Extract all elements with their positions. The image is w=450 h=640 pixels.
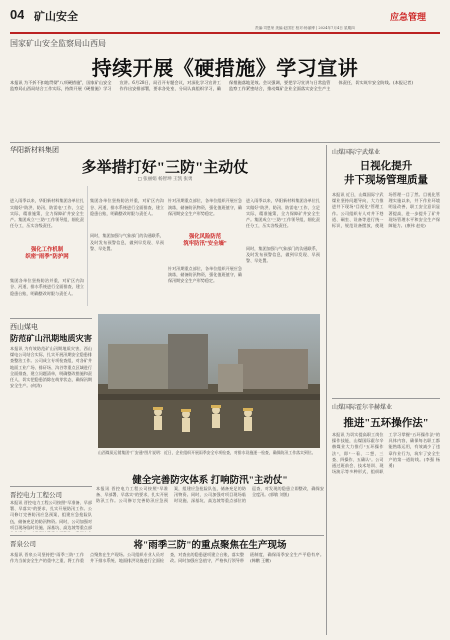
news-photo xyxy=(98,314,320,448)
right2-label: 山煤国际霍尔辛赫煤业 xyxy=(332,404,393,411)
huayang-col-2 xyxy=(90,186,164,306)
jinkong-body-left: 本报讯 晋控电力工程公司按照"早准备、早部署、早落实"的要求，扎实开展防汛工作。公司修订完善防汛应急预案，组建应急抢险队伍，储备充足的防汛物资。同时，公司加强对项目现场临时设施、深基坑、高边坡等重点部 xyxy=(10,500,92,530)
section-name: 应急管理 xyxy=(390,12,427,22)
divider xyxy=(10,318,92,319)
divider xyxy=(10,486,92,487)
huayang-col-4 xyxy=(246,186,320,306)
huayang-body-2b: 集团各单位坚持防治并重，对矿区内沟谷、河道、排水系统进行全面排查，建立隐患台账，明确整改时限与责任人。 xyxy=(90,198,164,216)
divider xyxy=(10,535,324,536)
huayang-subhead-1: 强化工作机制 织密"雨季"防护网 xyxy=(25,246,69,260)
photo-caption: 山西煤炭运销集团"广安通"图片说明：近日，企业组织开展雨季安全专项检查，对排水设施逐一检查，确保防汛工作落实到位。 xyxy=(98,450,316,455)
huayang-body-3: 针对汛期重点部位，各单位组织开展应急演练，储备防汛物资，强化值班值守，确保汛期安全生产形势稳定。 xyxy=(168,198,242,216)
jinkong-label: 晋控电力工程公司 xyxy=(10,491,62,499)
lead-body: 本报讯 为不折不扣地贯彻"八项硬措施"，国家矿山安全监察局山西局结合工作实际，持续开展《硬措施》学习宣讲。6月28日，局召开专题会议，对深化学习宣讲工作作出安排部署，要求各处室、分局认真组织学习，确保措施落地见效。会议强调，要把学习宣讲与日常监管监察工作紧密结合，推动煤矿企业全面落实安全生产主体责任，切实筑牢安全防线。(本报记者) xyxy=(10,80,413,92)
jinkong-body: 本报讯 晋控电力工程公司按照"早准备、早部署、早落实"的要求，扎实开展防汛工作。公司修订完善防汛应急预案，组建应急抢险队伍，储备充足的防汛物资。同时，公司加强对项目现场临时设施、深基坑、高边坡等重点部位的巡查，对发现的隐患立即整改，确保安全度汛。(郭敏 刘凯) xyxy=(96,486,324,504)
huayang-col-3 xyxy=(168,186,242,306)
huayang-body-4: 同时，集团加强与气象部门的沟通联系，及时发布预警信息，做到早发现、早预警、早处置。 xyxy=(90,233,164,251)
huayang-subhead-2: 强化风险防范 筑牢防汛"安全墙" xyxy=(183,234,227,248)
right2-body: 本报讯 为切实提高职工岗位操作技能，山煤国际霍尔辛赫煤业大力推行"五环操作法"，即"一看、二想、三查、四操作、五确认"。公司通过班前会、技术培训、现场演示等多种形式，组织职工学习掌握"五环操作法"的具体内容，确保每名职工都能熟练运用，有效减少了违章作业行为，筑牢了安全生产的第一道防线。(李强 杨勇) xyxy=(332,432,440,475)
page-number: 04 xyxy=(10,7,25,22)
masthead-rule xyxy=(10,32,440,34)
jinquan-title: 将"雨季三防"的重点聚焦在生产现场 xyxy=(133,541,287,551)
masthead xyxy=(0,0,450,34)
masthead-info: 责编:司恩荣 美编:赵国宏 校对:杨丽博 | 2024年7月4日 星期四 xyxy=(255,26,355,30)
xishan-body: 本报讯 为有效防范矿山汛期地质灾害，西山煤电公司结合实际，扎实开展汛期安全隐患排查整治工作。公司成立专项检查组，对各矿井地面工业广场、排矸场、沟谷等重点区域进行全面排查，建立问题清单，明确整改措施和责任人，切实把隐患消除在萌芽状态，确保汛期安全生产。(何涛) xyxy=(10,346,92,389)
page-title: 矿山安全 xyxy=(34,11,78,23)
right2-title: 推进"五环操作法" xyxy=(343,418,429,429)
huayang-body-4b: 同时，集团加强与气象部门的沟通联系，及时发布预警信息，做到早发现、早预警、早处置。 xyxy=(246,245,320,264)
jinkong-title: 健全完善防灾体系 打响防汛"主动仗" xyxy=(132,476,288,486)
right1-title: 日视化提升 井下现场管理质量 xyxy=(344,161,428,186)
divider xyxy=(332,398,440,399)
right1-label: 山煤国际宁武煤业 xyxy=(332,149,381,156)
column-rule xyxy=(326,145,327,635)
right1-body: 本报讯 近日，山煤国际宁武煤业坚持问题导向，大力推进井下现场"目视化"管理工作。公司组织专人对井下巷道、硐室、设备等进行统一标识，规范设备摆放，使现场管理一目了然。目视化管理实施以来，井下作业环境明显改善，职工安全意识显著提高，进一步提升了矿井现场管理水平和安全生产保障能力。(康伟 赵亮) xyxy=(332,192,440,229)
huayang-col-1 xyxy=(10,186,84,306)
huayang-byline: □ 张丽娟 杨智坤 王凯 张勇 xyxy=(137,177,193,182)
divider xyxy=(10,142,440,143)
huayang-body-1: 进入雨季以来，华阳新材料集团各单位扎实做好"防洪、防汛、防雷电"工作，立足实际，精准施策，全力保障矿井安全生产。集团成立"三防"工作领导组，细化责任分工，压实各级责任。 xyxy=(10,198,84,229)
huayang-body-2: 集团各单位坚持防治并重，对矿区内沟谷、河道、排水系统进行全面排查，建立隐患台账，明确整改时限与责任人。 xyxy=(10,278,84,296)
xishan-label: 西山煤电 xyxy=(10,323,38,331)
lead-title: 持续开展《硬措施》学习宣讲 xyxy=(91,58,359,80)
huayang-body-1b: 进入雨季以来，华阳新材料集团各单位扎实做好"防洪、防汛、防雷电"工作，立足实际，精准施策，全力保障矿井安全生产。集团成立"三防"工作领导组，细化责任分工，压实各级责任。 xyxy=(246,198,320,229)
jinquan-label: 晋泉公司 xyxy=(10,540,36,548)
huayang-label: 华阳新材料集团 xyxy=(10,146,59,154)
huayang-title: 多举措打好"三防"主动仗 xyxy=(81,160,249,176)
column-rule xyxy=(87,186,88,306)
coal-mine-photo xyxy=(98,314,320,448)
jinquan-body: 本报讯 晋泉公司坚持把"雨季三防"工作作为当前安全生产的重中之重，将工作重点聚焦在生产现场。公司组织专业人员对井下排水系统、地面排洪设施进行全面检查，对查出的隐患逐项建立台账，落实整改。同时加强应急值守，严格执行领导带班制度，确保雨季安全生产平稳有序。(韩鹏 王鹏) xyxy=(10,552,324,564)
huayang-body-3b: 针对汛期重点部位，各单位组织开展应急演练，储备防汛物资，强化值班值守，确保汛期安全生产形势稳定。 xyxy=(168,265,242,284)
lead-kicker: 国家矿山安全监察局山西局 xyxy=(10,39,106,48)
xishan-title: 防范矿山汛期地质灾害 xyxy=(10,334,92,343)
